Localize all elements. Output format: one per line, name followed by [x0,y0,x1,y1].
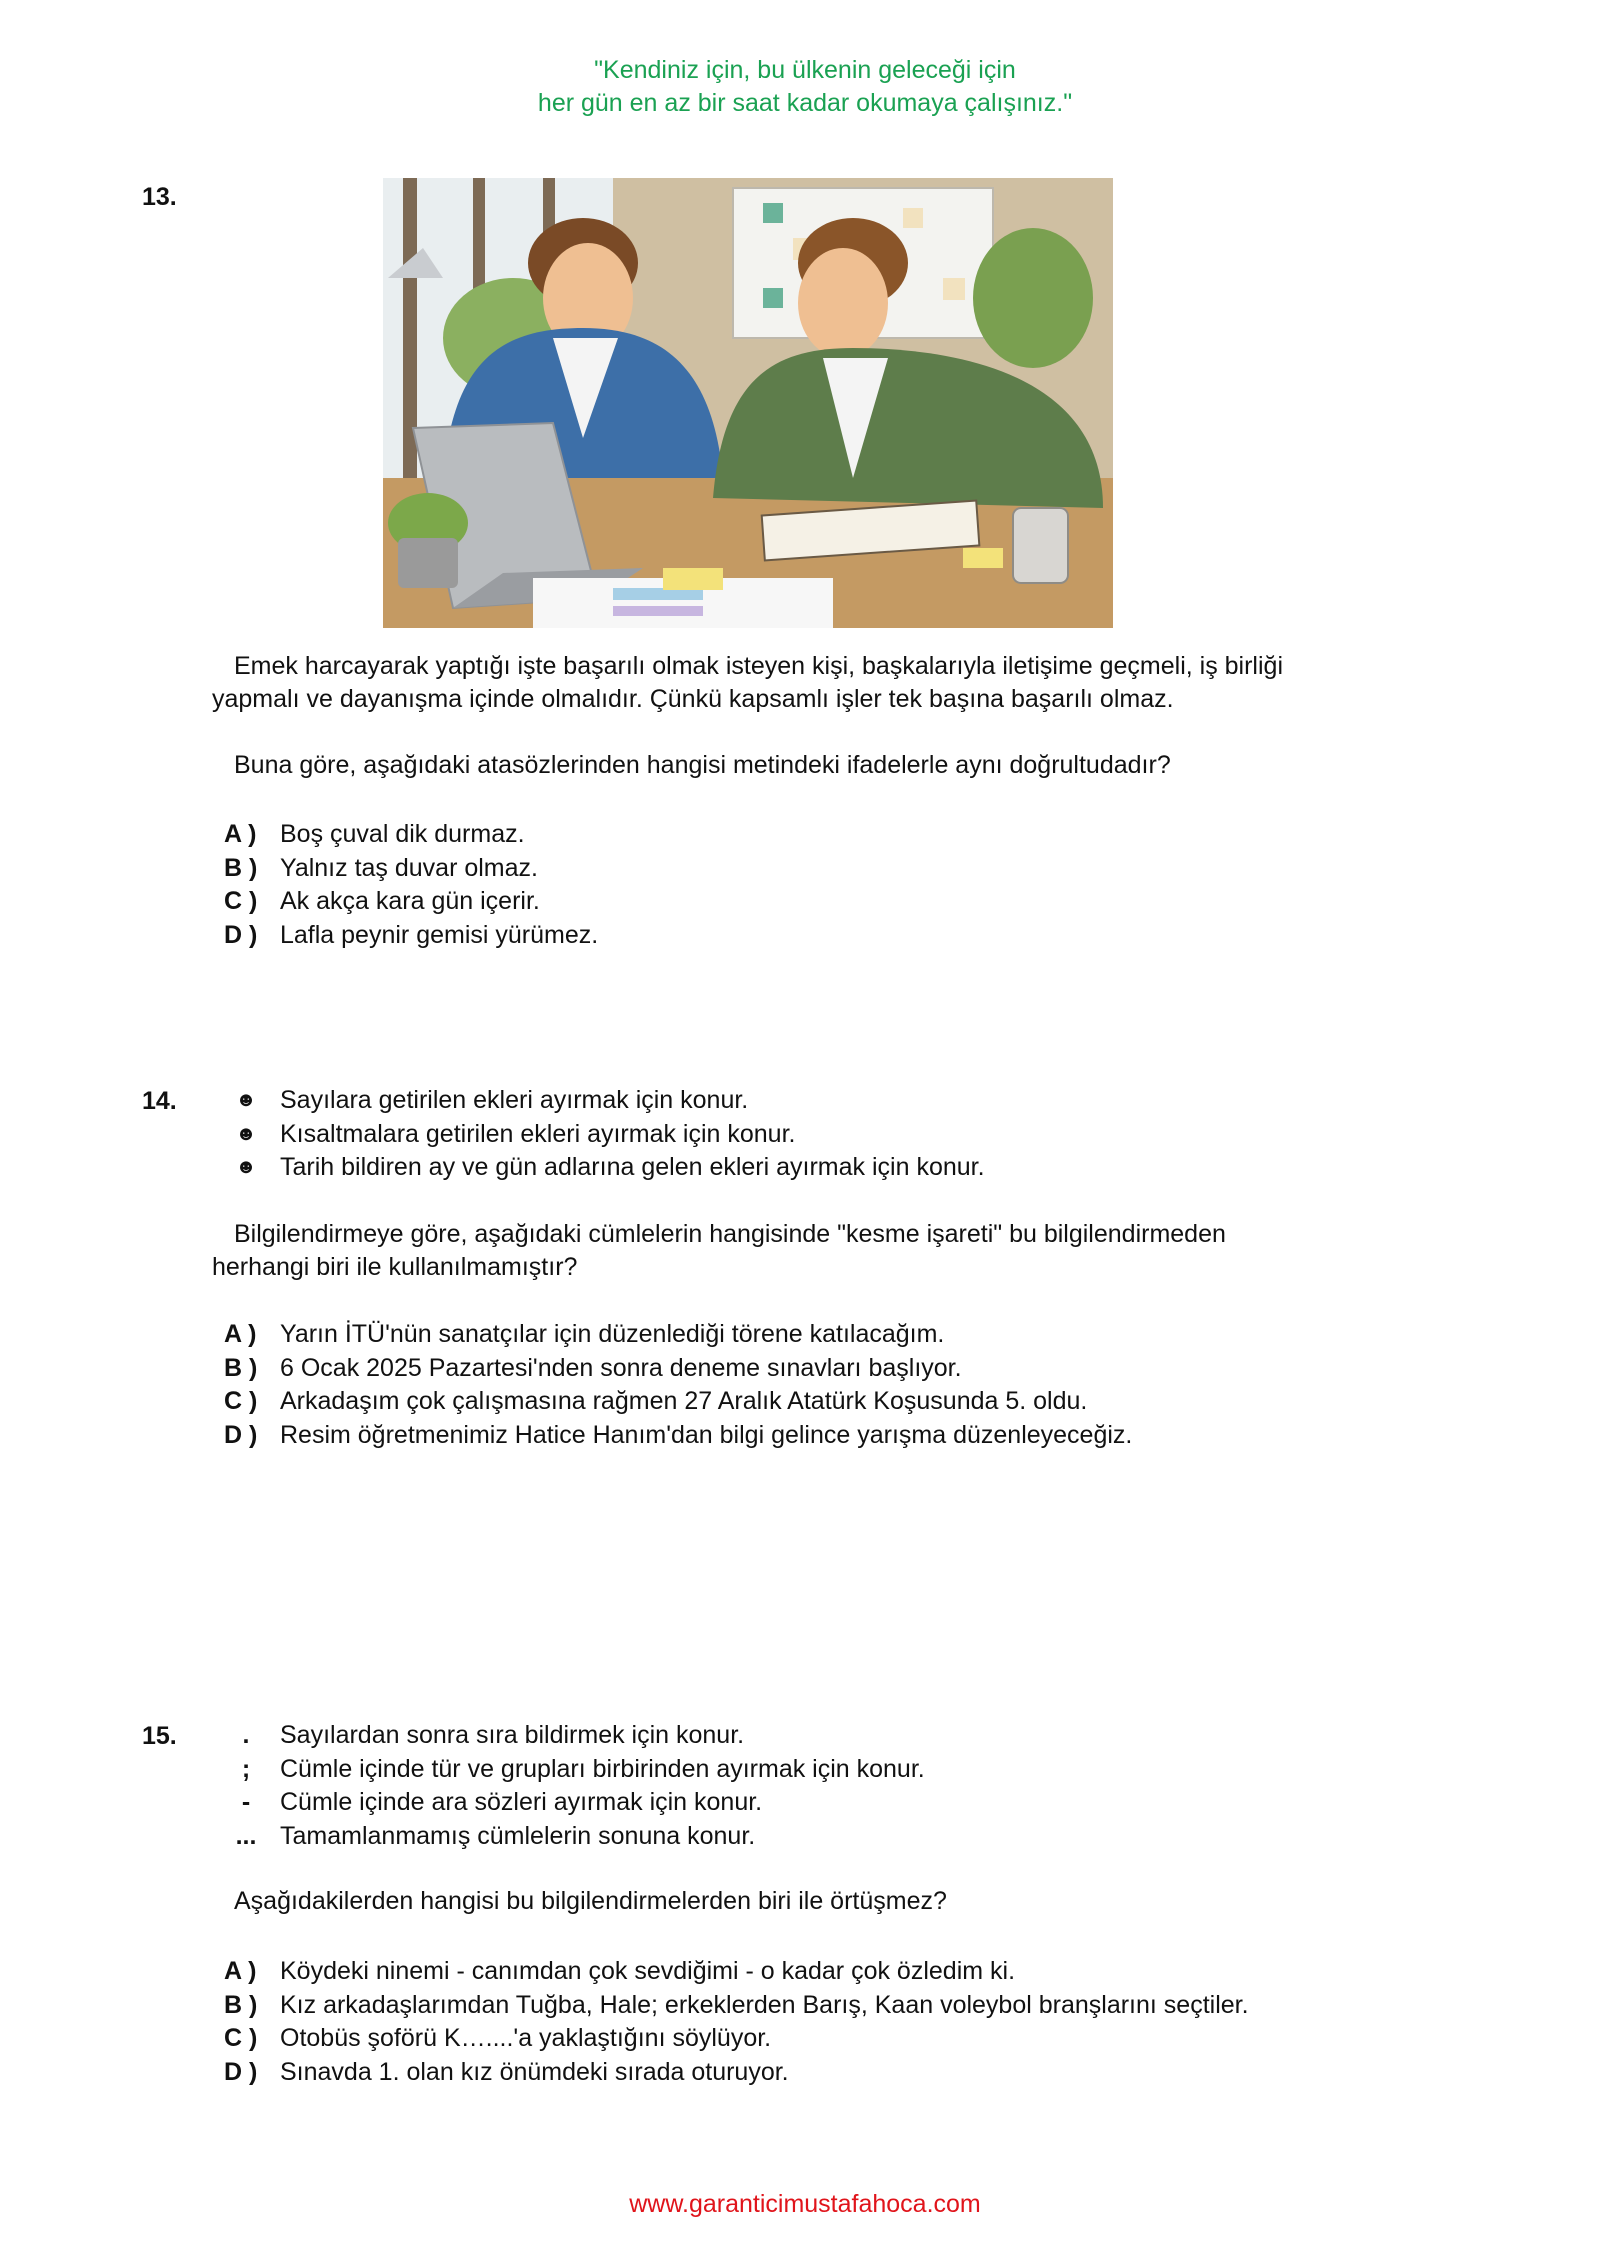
info-text: Sayılardan sonra sıra bildirmek için konur. [280,1721,745,1749]
info-text: Tamamlanmamış cümlelerin sonuna konur. [280,1821,756,1850]
option-a[interactable] [224,1955,1249,1989]
smiley-icon: ☻ [235,1122,257,1145]
info-item [224,1719,925,1753]
option-text: Kız arkadaşlarımdan Tuğba, Hale; erkeklerden Barış, Kaan voleybol branşlarını seçtiler. [280,1990,1249,2019]
option-text: Köydeki ninemi - canımdan çok sevdiğimi - o kadar çok özledim ki. [280,1957,1016,1985]
option-text: Resim öğretmenimiz Hatice Hanım'dan bilgi gelince yarışma düzenleyeceğiz. [280,1420,1133,1449]
option-d[interactable] [224,2056,1249,2090]
question-13-illustration [383,178,1113,628]
question-13-passage [212,650,1412,716]
option-text: Lafla peynir gemisi yürümez. [280,920,599,949]
option-text: Boş çuval dik durmaz. [280,820,525,848]
period-mark: . [242,1721,250,1749]
option-c[interactable] [224,1385,1132,1419]
question-13-options [224,818,598,952]
option-text: Yarın İTÜ'nün sanatçılar için düzenlediği törene katılacağım. [280,1320,945,1348]
smiley-icon: ☻ [235,1089,257,1111]
question-14-info-list [224,1084,985,1185]
info-item [224,1118,985,1152]
passage-line-1: Emek harcayarak yaptığı işte başarılı olmak isteyen kişi, başkalarıyla iletişime geçmeli, iş birliği [234,652,1283,680]
footer-website-link[interactable]: www.garanticimustafahoca.com [629,2190,981,2218]
header-quote [0,54,1600,120]
question-15-options [224,1955,1249,2089]
option-text: Otobüs şoförü K…....'a yaklaştığını söylüyor. [280,2024,772,2052]
option-label: A ) [224,820,257,848]
question-14-options [224,1318,1132,1452]
info-item [224,1151,985,1185]
option-label: D ) [224,920,258,949]
option-d[interactable] [224,1419,1132,1453]
prompt-line-2: herhangi biri ile kullanılmamıştır? [212,1253,578,1281]
info-text: Sayılara getirilen ekleri ayırmak için konur. [280,1086,749,1114]
option-b[interactable] [224,1989,1249,2023]
option-text: Arkadaşım çok çalışmasına rağmen 27 Aralık Atatürk Koşusunda 5. oldu. [280,1387,1088,1415]
option-label: D ) [224,1420,258,1449]
option-text: 6 Ocak 2025 Pazartesi'nden sonra deneme sınavları başlıyor. [280,1353,962,1382]
option-text: Ak akça kara gün içerir. [280,887,540,915]
info-text: Tarih bildiren ay ve gün adlarına gelen ekleri ayırmak için konur. [280,1153,985,1181]
option-c[interactable] [224,2022,1249,2056]
ellipsis-mark: ... [235,1821,257,1850]
option-label: B ) [224,853,258,882]
info-item [224,1084,985,1118]
option-d[interactable] [224,919,598,953]
option-text: Yalnız taş duvar olmaz. [280,853,538,882]
quote-line-2: her gün en az bir saat kadar okumaya çalışınız." [537,89,1073,117]
quote-line-1: "Kendiniz için, bu ülkenin geleceği için [594,56,1016,84]
option-label: C ) [224,887,258,915]
option-b[interactable] [224,1352,1132,1386]
option-text: Sınavda 1. olan kız önümdeki sırada oturuyor. [280,2057,789,2086]
option-label: B ) [224,1990,258,2019]
info-text: Cümle içinde tür ve grupları birbirinden ayırmak için konur. [280,1754,925,1783]
info-text: Cümle içinde ara sözleri ayırmak için konur. [280,1788,763,1816]
option-a[interactable] [224,818,598,852]
option-label: D ) [224,2057,258,2086]
question-14-number: 14. [142,1087,177,1115]
option-label: C ) [224,1387,258,1415]
option-b[interactable] [224,852,598,886]
smiley-icon: ☻ [235,1156,257,1178]
info-item [224,1786,925,1820]
info-item [224,1820,925,1854]
info-text: Kısaltmalara getirilen ekleri ayırmak için konur. [280,1119,796,1148]
option-c[interactable] [224,885,598,919]
question-15-prompt: Aşağıdakilerden hangisi bu bilgilendirmelerden biri ile örtüşmez? [234,1887,947,1915]
option-label: A ) [224,1320,257,1348]
passage-line-2: yapmalı ve dayanışma içinde olmalıdır. Çünkü kapsamlı işler tek başına başarılı olmaz. [212,685,1174,713]
semicolon-mark: ; [241,1754,251,1783]
dash-mark: - [241,1788,251,1816]
option-a[interactable] [224,1318,1132,1352]
question-13-number: 13. [142,183,177,211]
question-15-number: 15. [142,1722,177,1750]
option-label: C ) [224,2024,258,2052]
question-13-prompt: Buna göre, aşağıdaki atasözlerinden hangisi metindeki ifadelerle aynı doğrultudadır? [234,751,1171,779]
question-14-prompt [212,1218,1412,1284]
option-label: B ) [224,1353,258,1382]
question-15-info-list [224,1719,925,1853]
prompt-line-1: Bilgilendirmeye göre, aşağıdaki cümlelerin hangisinde "kesme işareti" bu bilgilendirmeden [234,1220,1226,1248]
info-item [224,1753,925,1787]
option-label: A ) [224,1957,257,1985]
